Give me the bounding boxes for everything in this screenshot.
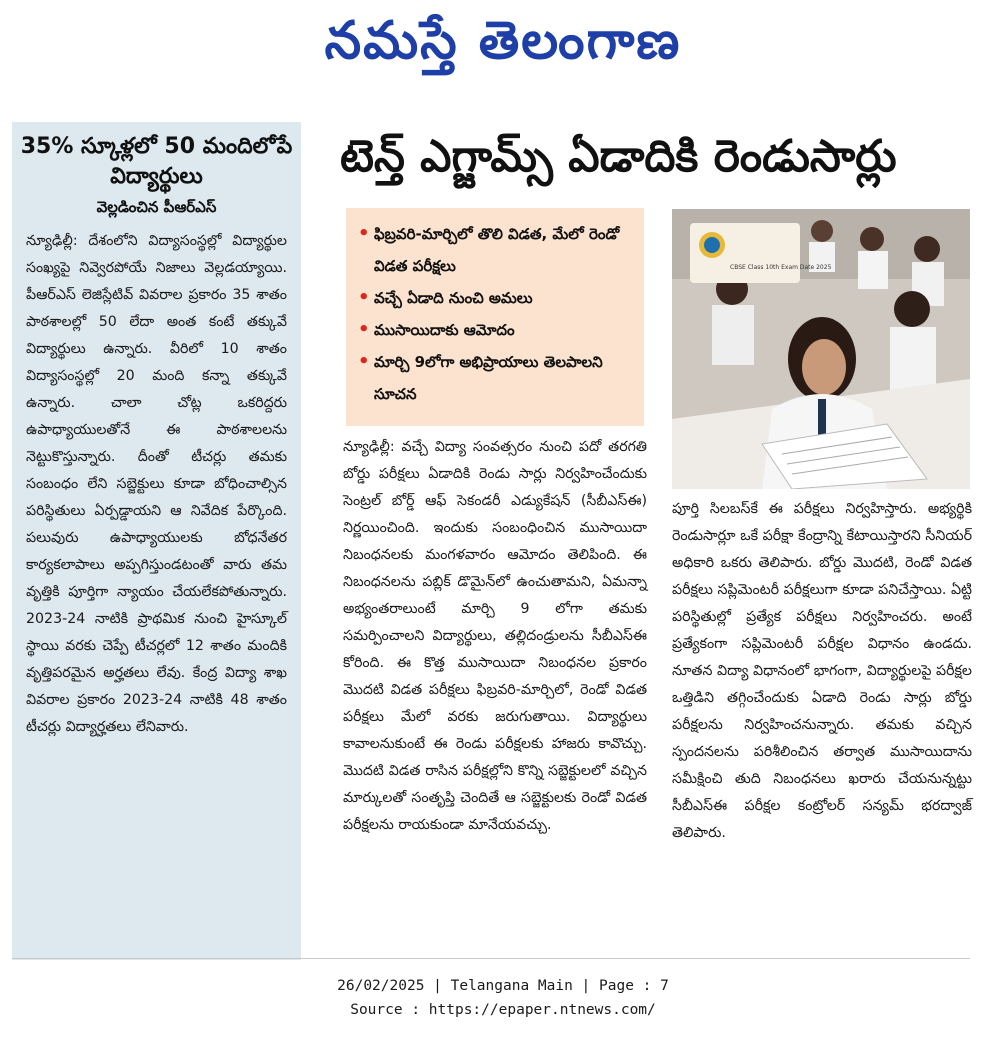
exam-hall-photo [672, 209, 970, 489]
sidebar-story [12, 122, 301, 960]
bullet-icon: • [358, 351, 370, 372]
highlight-item: • ముసాయిదాకు ఆమోదం [358, 314, 634, 346]
highlight-item: • ఫిబ్రవరి-మార్చిలో తొలి విడత, మేలో రెండో విడత పరీక్షలు [358, 218, 634, 282]
highlight-item: • వచ్చే ఏడాది నుంచి అమలు [358, 282, 634, 314]
bullet-icon: • [358, 223, 370, 244]
sidebar-subheadline: వెల్లడించిన పీఆర్‌ఎస్ [96, 198, 217, 216]
newspaper-masthead: నమస్తే తెలంగాణ [324, 10, 682, 71]
edition-info: 26/02/2025 | Telangana Main | Page : 7 [337, 978, 669, 994]
source-link[interactable]: Source : https://epaper.ntnews.com/ [350, 1002, 656, 1018]
article-headline: టెన్త్ ఎగ్జామ్స్ ఏడాదికి రెండుసార్లు [340, 131, 897, 182]
article-body-column-2: పూర్తి సిలబస్‌కే ఈ పరీక్షలు నిర్వహిస్తారు. అభ్యర్థికి రెండుసార్లూ ఒకే పరీక్షా కేంద్రాన్ని కేటాయిస్తారని సీనియర్ అధికారి ఒకరు తెలిపారు. బోర్డు మొదటి, రెండో విడత పరీక్షలు సప్లిమెంటరీ పరీక్షలుగా కూడా పనిచేస్తాయి. ఏట్టి పరిస్థితుల్లో ప్రత్యేక పరీక్షలు నిర్వహించరు. అంటే ప్రత్యేకంగా సప్లిమెంటరీ పరీక్షల విధానం ఉండదు. నూతన విద్యా విధానంలో భాగంగా, విద్యార్థులపై పరీక్షల ఒత్తిడిని తగ్గించేందుకు ఏడాది రెండు సార్లు బోర్డు పరీక్షలను నిర్వహించనున్నారు. తమకు వచ్చిన స్పందనలను పరిశీలించిన తర్వాత ముసాయిదాను సమీక్షించి తుది నిబంధనలు ఖరారు చేయనున్నట్టు సీబీఎస్‌ఈ పరీక్షల కంట్రోలర్ సన్యమ్ భరద్వాజ్ తెలిపారు. [672, 501, 972, 841]
students-illustration [672, 209, 970, 489]
sidebar-body: న్యూఢిల్లీ: దేశంలోని విద్యాసంస్థల్లో విద్యార్థుల సంఖ్యపై నివ్వెరపోయే నిజాలు వెల్లడయ్యాయి. పీఆర్‌ఎస్ లెజిస్లేటివ్ వివరాల ప్రకారం 35 శాతం పాఠశాలల్లో 50 లేదా అంత కంటే తక్కువే విద్యార్థులు ఉన్నారు. వీరిలో 10 శాతం విద్యాసంస్థల్లో 20 మంది కన్నా తక్కువే ఉన్నారు. చాలా చోట్ల ఒకరిద్దరు ఉపాధ్యాయులతోనే ఈ పాఠశాలలను నెట్టుకొస్తున్నారు. దీంతో టీచర్లు తమకు సంబంధం లేని సబ్జెక్టులు కూడా బోధించాల్సిన పరిస్థితులు ఏర్పడ్డాయని ఆ నివేదిక పేర్కొంది. పలువురు ఉపాధ్యాయులకు బోధనేతర కార్యకలాపాలు అప్పగిస్తుండటంతో వారు తమ వృత్తికి పూర్తిగా న్యాయం చేయలేకపోతున్నారు. 2023-24 నాటికి ప్రాథమిక నుంచి హైస్కూల్ స్థాయి వరకు చెప్పే టీచర్లలో 12 శాతం మందికి వృత్తిపరమైన అర్హతలు లేవు. కేంద్ర విద్యా శాఖ వివరాల ప్రకారం 2023-24 నాటికి 48 శాతం టీచర్లు విద్యార్హతలు లేనివారు. [26, 233, 287, 735]
article-body-column-1: న్యూఢిల్లీ: వచ్చే విద్యా సంవత్సరం నుంచి పదో తరగతి బోర్డు పరీక్షలు ఏడాదికి రెండు సార్లు నిర్వహించేందుకు సెంట్రల్ బోర్డ్ ఆఫ్ సెకండరీ ఎడ్యుకేషన్ (సీబీఎస్‌ఈ) నిర్ణయించింది. ఇందుకు సంబంధించిన ముసాయిదా నిబంధనలకు మంగళవారం ఆమోదం తెలిపింది. ఈ నిబంధనలను పబ్లిక్ డొమైన్‌లో ఉంచుతామని, ఏమన్నా అభ్యంతరాలుంటే మార్చి 9 లోగా తమకు సమర్పించాలని విద్యార్థులు, తల్లిదండ్రులను సీబీఎస్‌ఈ కోరింది. ఈ కొత్త ముసాయిదా నిబంధనల ప్రకారం మొదటి విడత పరీక్షలు ఫిబ్రవరి-మార్చిలో, రెండో విడత పరీక్షలు మేలో వరకు జరుగుతాయి. విద్యార్థులు కావాలనుకుంటే ఈ రెండు పరీక్షలకు హాజరు కావొచ్చు. మొదటి విడత రాసిన పరీక్షల్లోని కొన్ని సబ్జెక్టులలో వచ్చిన మార్కులతో సంతృప్తి చెందితే ఆ సబ్జెక్టులకు రెండో విడత పరీక్షలను రాయకుండా మానేయవచ్చు. [343, 439, 647, 833]
photo-logo-text: CBSE Class 10th Exam Date 2025 [730, 264, 832, 271]
footer-divider [12, 958, 970, 959]
bullet-icon: • [358, 287, 370, 308]
sidebar-headline: 35% స్కూళ్లలో 50 మందిలోపే విద్యార్థులు [20, 134, 293, 189]
bullet-icon: • [358, 319, 370, 340]
highlight-item: • మార్చి 9లోగా అభిప్రాయాలు తెలపాలని సూచన [358, 346, 634, 410]
highlights-box [346, 208, 644, 426]
